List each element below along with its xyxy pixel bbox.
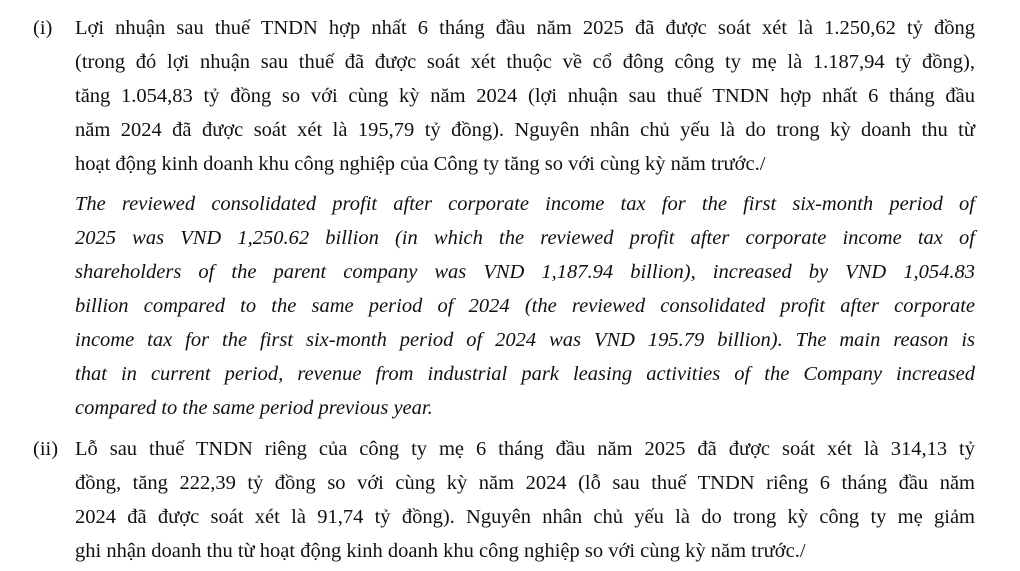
english-text-line: 2025 was VND 1,250.62 billion (in which the reviewed profit after corporate income tax of <box>75 227 975 249</box>
vietnamese-text-line: Lợi nhuận sau thuế TNDN hợp nhất 6 tháng đầu năm 2025 đã được soát xét là 1.250,62 tỷ đồng <box>75 17 975 39</box>
vietnamese-text-line: Lỗ sau thuế TNDN riêng của công ty mẹ 6 tháng đầu năm 2025 đã được soát xét là 314,13 tỷ <box>75 438 975 460</box>
english-text-line: shareholders of the parent company was VND 1,187.94 billion), increased by VND 1,054.83 <box>75 261 975 283</box>
english-text-line: compared to the same period previous year. <box>75 397 433 419</box>
vietnamese-text-line: năm 2024 đã được soát xét là 195,79 tỷ đồng). Nguyên nhân chủ yếu là do trong kỳ doanh thu từ <box>75 119 975 141</box>
vietnamese-text-line: hoạt động kinh doanh khu công nghiệp của Công ty tăng so với cùng kỳ năm trước./ <box>75 153 766 175</box>
item-marker: (i) <box>33 17 53 39</box>
vietnamese-text-line: tăng 1.054,83 tỷ đồng so với cùng kỳ năm 2024 (lợi nhuận sau thuế TNDN hợp nhất 6 tháng đầu <box>75 85 975 107</box>
vietnamese-text-line: 2024 đã được soát xét là 91,74 tỷ đồng). Nguyên nhân chủ yếu là do trong kỳ công ty mẹ giảm <box>75 506 975 528</box>
vietnamese-text-line: đồng, tăng 222,39 tỷ đồng so với cùng kỳ năm 2024 (lỗ sau thuế TNDN riêng 6 tháng đầu năm <box>75 472 975 494</box>
english-text-line: that in current period, revenue from industrial park leasing activities of the Company increased <box>75 363 975 385</box>
vietnamese-text-line: (trong đó lợi nhuận sau thuế đã được soát xét thuộc về cổ đông công ty mẹ là 1.187,94 tỷ đồng), <box>75 51 975 73</box>
vietnamese-text-line: ghi nhận doanh thu từ hoạt động kinh doanh khu công nghiệp so với cùng kỳ năm trước./ <box>75 540 806 562</box>
item-marker: (ii) <box>33 438 59 460</box>
english-text-line: income tax for the first six-month period of 2024 was VND 195.79 billion). The main reason is <box>75 329 975 351</box>
english-text-line: The reviewed consolidated profit after corporate income tax for the first six-month period of <box>75 193 975 215</box>
english-text-line: billion compared to the same period of 2024 (the reviewed consolidated profit after corporate <box>75 295 975 317</box>
